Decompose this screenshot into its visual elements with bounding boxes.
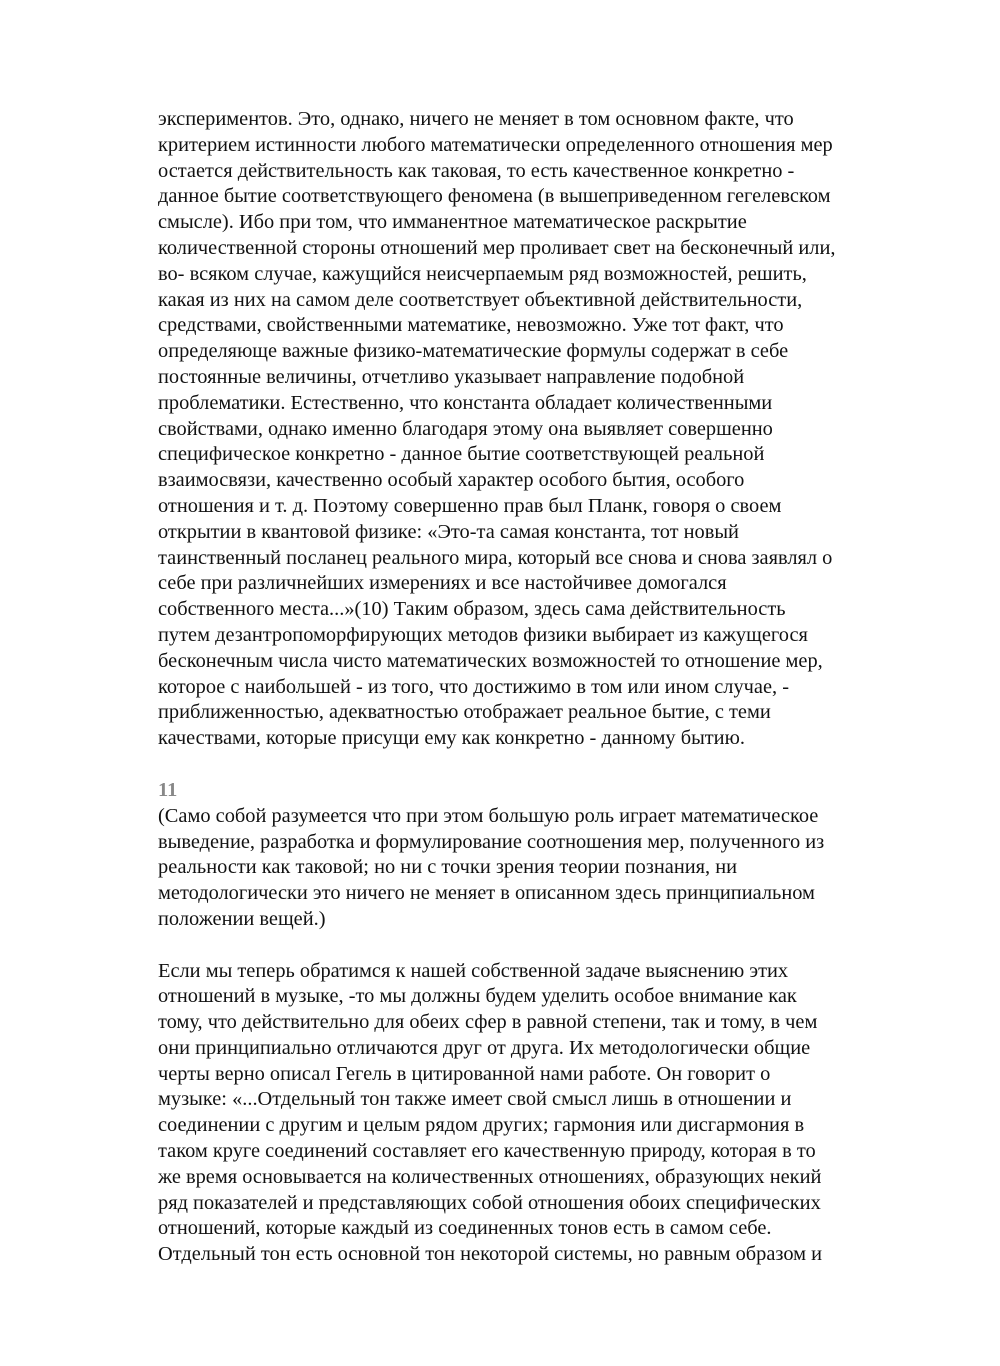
text-line: же время основывается на количественных отношениях, образующих некий [158,1165,822,1188]
text-line: музыке: «...Отдельный тон также имеет свой смысл лишь в отношении и [158,1088,792,1111]
text-line: ряд показателей и представляющих собой отношения обоих специфических [158,1191,821,1214]
text-line: средствами, свойственными математике, невозможно. Уже тот факт, что [158,314,784,337]
text-line: свойствами, однако именно благодаря этому она выявляет совершенно [158,417,773,440]
page-number: 11 [158,778,178,801]
text-line: (Само собой разумеется что при этом большую роль играет математическое [158,804,819,827]
text-line: себе при различнейших измерениях и все настойчивее домогался [158,572,727,595]
paragraph-gap [158,933,898,959]
text-line: положении вещей.) [158,907,326,930]
document-page [158,107,898,1268]
text-line: соединении с другим и целым рядом других; гармония или дисгармония в [158,1114,805,1137]
text-line: они принципиально отличаются друг от друга. Их методологически общие [158,1036,811,1059]
text-line: Отдельный тон есть основной тон некоторой системы, но равным образом и [158,1243,823,1266]
text-line: таком круге соединений составляет его качественную природу, которая в то [158,1140,816,1163]
text-line: реальности как таковой; но ни с точки зрения теории познания, ни [158,856,738,879]
text-line: какая из них на самом деле соответствует объективной действительности, [158,288,803,311]
text-line: методологически это ничего не меняет в описанном здесь принципиальном [158,882,815,905]
text-line: остается действительность как таковая, то есть качественное конкретно - [158,159,795,182]
paragraph-2 [158,804,898,933]
paragraph-1 [158,107,898,752]
text-line: экспериментов. Это, однако, ничего не меняет в том основном факте, что [158,108,794,130]
text-line: которое с наибольшей - из того, что достижимо в том или ином случае, - [158,675,790,698]
text-line: открытии в квантовой физике: «Это-та самая константа, тот новый [158,520,739,543]
text-line: приближенностью, адекватностью отображает реальное бытие, с теми [158,701,771,724]
text-line: путем дезантропоморфирующих методов физики выбирает из кажущегося [158,623,808,646]
text-line: бесконечным числа чисто математических возможностей то отношение мер, [158,649,823,672]
text-line: Если мы теперь обратимся к нашей собственной задаче выяснению этих [158,959,789,982]
text-line: тому, что действительно для обеих сфер в равной степени, так и тому, в чем [158,1011,818,1034]
text-line: определяюще важные физико-математические формулы содержат в себе [158,340,789,363]
text-line: специфическое конкретно - данное бытие соответствующей реальной [158,443,765,466]
text-line: качествами, которые присущи ему как конкретно - данному бытию. [158,727,745,750]
text-line: черты верно описал Гегель в цитированной нами работе. Он говорит о [158,1062,771,1085]
text-line: выведение, разработка и формулирование соотношения мер, полученного из [158,830,825,853]
text-line: количественной стороны отношений мер проливает свет на бесконечный или, [158,236,836,259]
text-line: проблематики. Естественно, что константа обладает количественными [158,391,773,414]
text-line: смысле). Ибо при том, что имманентное математическое раскрытие [158,211,747,234]
text-line: собственного места...»(10) Таким образом, здесь сама действительность [158,598,786,621]
text-line: постоянные величины, отчетливо указывает направление подобной [158,365,745,388]
text-line: данное бытие соответствующего феномена (в вышеприведенном гегелевском [158,185,831,208]
text-line: отношений, которые каждый из соединенных тонов есть в самом себе. [158,1217,772,1240]
paragraph-3 [158,959,898,1269]
text-line: во- всяком случае, кажущийся неисчерпаемым ряд возможностей, решить, [158,262,807,285]
text-line: отношений в музыке, -то мы должны будем уделить особое внимание как [158,985,797,1008]
text-line: критерием истинности любого математически определенного отношения мер [158,133,833,156]
text-line: таинственный посланец реального мира, который все снова и снова заявлял о [158,546,833,569]
text-line: отношения и т. д. Поэтому совершенно прав был Планк, говоря о своем [158,494,782,517]
text-line: взаимосвязи, качественно особый характер особого бытия, особого [158,469,745,492]
